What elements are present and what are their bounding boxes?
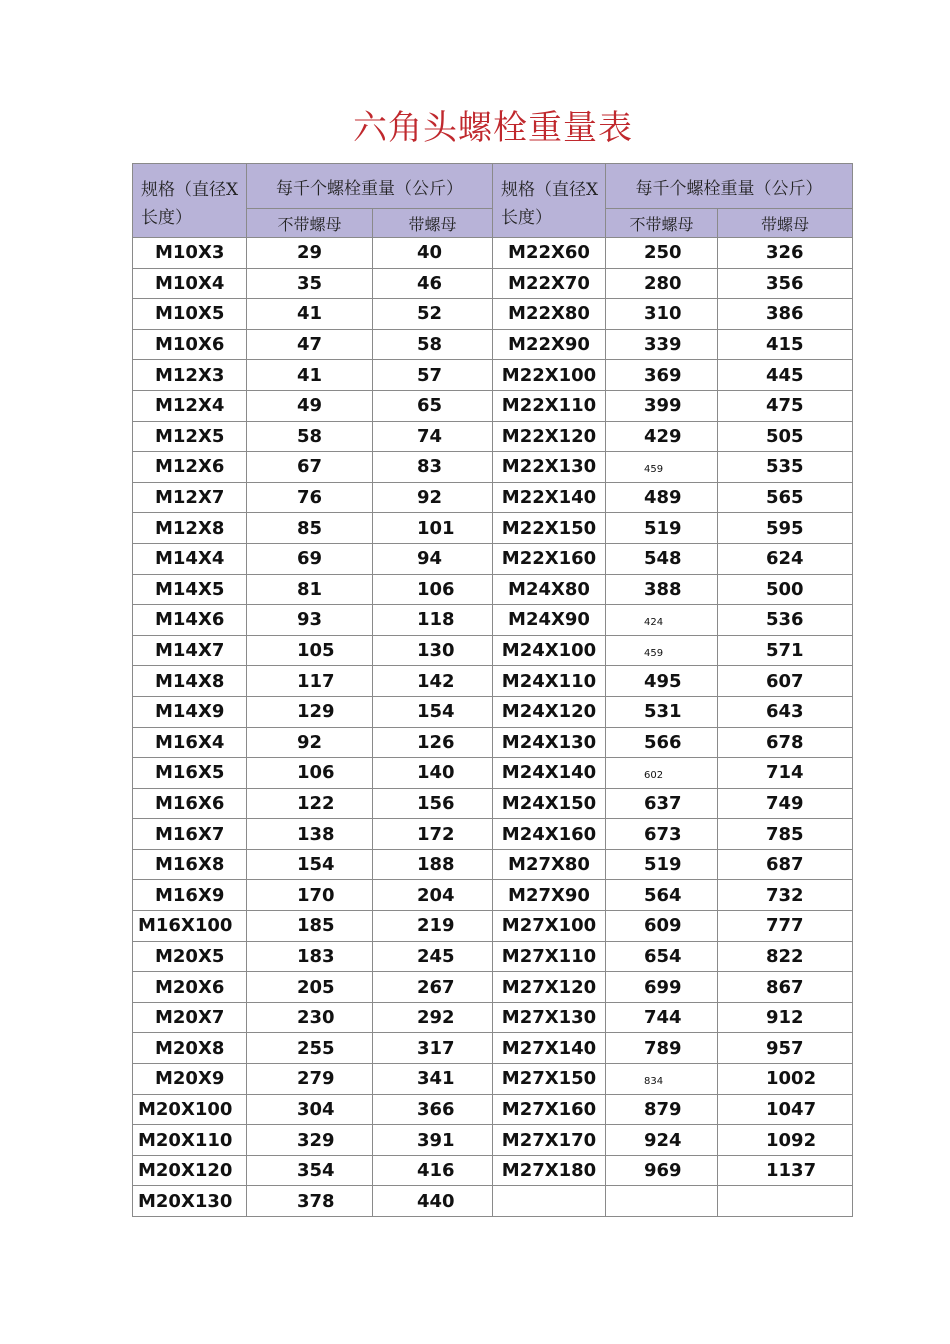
spec-cell: M27X150 [493, 1064, 606, 1095]
no-nut-cell: 41 [247, 360, 373, 391]
with-nut-cell: 643 [718, 696, 853, 727]
spec-cell: M14X9 [133, 696, 247, 727]
no-nut-cell: 789 [606, 1033, 718, 1064]
header-with-nut-right: 带螺母 [718, 209, 853, 238]
spec-cell: M22X150 [493, 513, 606, 544]
with-nut-cell: 118 [373, 605, 493, 636]
no-nut-cell: 495 [606, 666, 718, 697]
no-nut-cell: 564 [606, 880, 718, 911]
table-row [133, 941, 853, 972]
no-nut-cell: 105 [247, 635, 373, 666]
no-nut-cell: 369 [606, 360, 718, 391]
no-nut-cell: 129 [247, 696, 373, 727]
spec-cell: M27X90 [493, 880, 606, 911]
no-nut-cell: 250 [606, 238, 718, 269]
spec-cell: M16X8 [133, 849, 247, 880]
spec-cell: M22X130 [493, 452, 606, 483]
with-nut-cell: 126 [373, 727, 493, 758]
table-row [133, 1033, 853, 1064]
table-row [133, 268, 853, 299]
spec-cell: M16X6 [133, 788, 247, 819]
with-nut-cell: 714 [718, 758, 853, 789]
table-row [133, 390, 853, 421]
with-nut-cell: 500 [718, 574, 853, 605]
spec-cell: M14X7 [133, 635, 247, 666]
spec-cell: M16X9 [133, 880, 247, 911]
no-nut-cell: 489 [606, 482, 718, 513]
spec-cell: M24X160 [493, 819, 606, 850]
no-nut-cell [606, 758, 718, 789]
no-nut-cell: 637 [606, 788, 718, 819]
no-nut-cell: 230 [247, 1002, 373, 1033]
no-nut-cell: 744 [606, 1002, 718, 1033]
with-nut-cell: 57 [373, 360, 493, 391]
with-nut-cell: 219 [373, 911, 493, 942]
spec-cell: M27X130 [493, 1002, 606, 1033]
no-nut-cell: 76 [247, 482, 373, 513]
with-nut-cell: 172 [373, 819, 493, 850]
no-nut-cell: 154 [247, 849, 373, 880]
spec-cell: M14X5 [133, 574, 247, 605]
spec-cell: M24X130 [493, 727, 606, 758]
no-nut-cell: 388 [606, 574, 718, 605]
no-nut-cell: 924 [606, 1125, 718, 1156]
no-nut-cell: 304 [247, 1094, 373, 1125]
with-nut-cell: 777 [718, 911, 853, 942]
no-nut-cell: 69 [247, 543, 373, 574]
with-nut-cell: 445 [718, 360, 853, 391]
header-spec-left: 规格（直径X长度） [133, 164, 247, 238]
no-nut-cell: 138 [247, 819, 373, 850]
spec-cell: M22X100 [493, 360, 606, 391]
spec-cell: M16X5 [133, 758, 247, 789]
table-row [133, 605, 853, 636]
spec-cell: M27X140 [493, 1033, 606, 1064]
spec-cell: M20X100 [133, 1094, 247, 1125]
spec-cell: M20X5 [133, 941, 247, 972]
table-row [133, 513, 853, 544]
table-row [133, 482, 853, 513]
with-nut-cell: 52 [373, 299, 493, 330]
no-nut-cell: 255 [247, 1033, 373, 1064]
no-nut-cell: 566 [606, 727, 718, 758]
no-nut-cell: 969 [606, 1155, 718, 1186]
with-nut-cell: 142 [373, 666, 493, 697]
table-row [133, 1186, 853, 1217]
no-nut-cell: 519 [606, 849, 718, 880]
table-row [133, 849, 853, 880]
no-nut-cell: 609 [606, 911, 718, 942]
with-nut-cell: 535 [718, 452, 853, 483]
table-row [133, 360, 853, 391]
no-nut-cell: 85 [247, 513, 373, 544]
spec-cell: M14X6 [133, 605, 247, 636]
header-spec-right: 规格（直径X长度） [493, 164, 606, 238]
no-nut-cell: 47 [247, 329, 373, 360]
no-nut-cell: 429 [606, 421, 718, 452]
header-no-nut-left: 不带螺母 [247, 209, 373, 238]
no-nut-cell: 106 [247, 758, 373, 789]
spec-cell: M22X140 [493, 482, 606, 513]
no-nut-cell: 378 [247, 1186, 373, 1217]
with-nut-cell: 416 [373, 1155, 493, 1186]
no-nut-cell: 699 [606, 972, 718, 1003]
no-nut-cell: 183 [247, 941, 373, 972]
small-value: 602 [644, 770, 664, 782]
no-nut-cell: 170 [247, 880, 373, 911]
no-nut-cell: 49 [247, 390, 373, 421]
table-row [133, 911, 853, 942]
no-nut-cell [606, 1186, 718, 1217]
spec-cell: M22X90 [493, 329, 606, 360]
table-row [133, 758, 853, 789]
spec-cell: M14X4 [133, 543, 247, 574]
spec-cell: M20X130 [133, 1186, 247, 1217]
spec-cell: M12X8 [133, 513, 247, 544]
spec-cell: M22X110 [493, 390, 606, 421]
with-nut-cell: 1092 [718, 1125, 853, 1156]
no-nut-cell: 673 [606, 819, 718, 850]
with-nut-cell: 624 [718, 543, 853, 574]
no-nut-cell: 279 [247, 1064, 373, 1095]
with-nut-cell: 188 [373, 849, 493, 880]
table-row [133, 238, 853, 269]
spec-cell: M14X8 [133, 666, 247, 697]
with-nut-cell: 101 [373, 513, 493, 544]
no-nut-cell: 310 [606, 299, 718, 330]
bolt-weight-table [132, 163, 853, 1217]
with-nut-cell: 1047 [718, 1094, 853, 1125]
with-nut-cell: 571 [718, 635, 853, 666]
with-nut-cell: 94 [373, 543, 493, 574]
spec-cell: M20X110 [133, 1125, 247, 1156]
spec-cell: M16X7 [133, 819, 247, 850]
no-nut-cell: 531 [606, 696, 718, 727]
with-nut-cell: 1002 [718, 1064, 853, 1095]
with-nut-cell: 867 [718, 972, 853, 1003]
page-title: 六角头螺栓重量表 [353, 108, 633, 148]
spec-cell: M22X160 [493, 543, 606, 574]
table-row [133, 727, 853, 758]
table-row [133, 819, 853, 850]
no-nut-cell: 654 [606, 941, 718, 972]
header-weight-left: 每千个螺栓重量（公斤） [247, 164, 493, 209]
table-row [133, 574, 853, 605]
header-weight-right: 每千个螺栓重量（公斤） [606, 164, 853, 209]
with-nut-cell: 130 [373, 635, 493, 666]
with-nut-cell: 326 [718, 238, 853, 269]
spec-cell: M24X110 [493, 666, 606, 697]
header-no-nut-right: 不带螺母 [606, 209, 718, 238]
small-value: 459 [644, 464, 664, 476]
with-nut-cell: 595 [718, 513, 853, 544]
header-with-nut-left: 带螺母 [373, 209, 493, 238]
table-row [133, 1155, 853, 1186]
with-nut-cell: 40 [373, 238, 493, 269]
spec-cell: M12X5 [133, 421, 247, 452]
with-nut-cell: 415 [718, 329, 853, 360]
with-nut-cell: 356 [718, 268, 853, 299]
spec-cell: M10X6 [133, 329, 247, 360]
with-nut-cell: 140 [373, 758, 493, 789]
spec-cell: M12X7 [133, 482, 247, 513]
no-nut-cell: 58 [247, 421, 373, 452]
table-row [133, 1125, 853, 1156]
with-nut-cell: 822 [718, 941, 853, 972]
no-nut-cell: 92 [247, 727, 373, 758]
no-nut-cell: 41 [247, 299, 373, 330]
with-nut-cell: 267 [373, 972, 493, 1003]
table-row [133, 543, 853, 574]
spec-cell: M20X7 [133, 1002, 247, 1033]
spec-cell: M10X3 [133, 238, 247, 269]
spec-cell: M27X100 [493, 911, 606, 942]
spec-cell: M27X180 [493, 1155, 606, 1186]
table-row [133, 1002, 853, 1033]
table-row [133, 452, 853, 483]
no-nut-cell: 548 [606, 543, 718, 574]
table-row [133, 666, 853, 697]
no-nut-cell [606, 635, 718, 666]
with-nut-cell: 106 [373, 574, 493, 605]
with-nut-cell: 58 [373, 329, 493, 360]
no-nut-cell: 354 [247, 1155, 373, 1186]
with-nut-cell: 156 [373, 788, 493, 819]
no-nut-cell: 339 [606, 329, 718, 360]
with-nut-cell: 957 [718, 1033, 853, 1064]
spec-cell: M27X80 [493, 849, 606, 880]
with-nut-cell: 536 [718, 605, 853, 636]
table-row [133, 1064, 853, 1095]
no-nut-cell [606, 605, 718, 636]
with-nut-cell: 341 [373, 1064, 493, 1095]
no-nut-cell [606, 452, 718, 483]
with-nut-cell: 92 [373, 482, 493, 513]
with-nut-cell: 366 [373, 1094, 493, 1125]
spec-cell: M22X70 [493, 268, 606, 299]
spec-cell: M27X170 [493, 1125, 606, 1156]
spec-cell: M27X120 [493, 972, 606, 1003]
spec-cell: M24X140 [493, 758, 606, 789]
no-nut-cell: 81 [247, 574, 373, 605]
table-row [133, 329, 853, 360]
with-nut-cell: 46 [373, 268, 493, 299]
with-nut-cell: 154 [373, 696, 493, 727]
table-body [133, 238, 853, 1217]
no-nut-cell: 185 [247, 911, 373, 942]
with-nut-cell: 505 [718, 421, 853, 452]
no-nut-cell: 399 [606, 390, 718, 421]
spec-cell: M16X100 [133, 911, 247, 942]
with-nut-cell: 912 [718, 1002, 853, 1033]
spec-cell: M20X8 [133, 1033, 247, 1064]
spec-cell: M10X4 [133, 268, 247, 299]
table-row [133, 788, 853, 819]
with-nut-cell: 440 [373, 1186, 493, 1217]
no-nut-cell: 29 [247, 238, 373, 269]
with-nut-cell: 1137 [718, 1155, 853, 1186]
no-nut-cell: 879 [606, 1094, 718, 1125]
small-value: 459 [644, 648, 664, 660]
spec-cell [493, 1186, 606, 1217]
spec-cell: M24X120 [493, 696, 606, 727]
small-value: 424 [644, 617, 664, 629]
no-nut-cell: 519 [606, 513, 718, 544]
with-nut-cell: 391 [373, 1125, 493, 1156]
spec-cell: M27X110 [493, 941, 606, 972]
no-nut-cell: 67 [247, 452, 373, 483]
with-nut-cell: 292 [373, 1002, 493, 1033]
no-nut-cell: 280 [606, 268, 718, 299]
no-nut-cell: 122 [247, 788, 373, 819]
no-nut-cell: 93 [247, 605, 373, 636]
table-row [133, 880, 853, 911]
table-row [133, 972, 853, 1003]
with-nut-cell: 475 [718, 390, 853, 421]
spec-cell: M10X5 [133, 299, 247, 330]
spec-cell: M27X160 [493, 1094, 606, 1125]
with-nut-cell: 204 [373, 880, 493, 911]
with-nut-cell: 65 [373, 390, 493, 421]
spec-cell: M12X6 [133, 452, 247, 483]
with-nut-cell [718, 1186, 853, 1217]
spec-cell: M22X60 [493, 238, 606, 269]
spec-cell: M22X80 [493, 299, 606, 330]
with-nut-cell: 74 [373, 421, 493, 452]
small-value: 834 [644, 1076, 664, 1088]
no-nut-cell: 117 [247, 666, 373, 697]
with-nut-cell: 245 [373, 941, 493, 972]
spec-cell: M12X4 [133, 390, 247, 421]
spec-cell: M24X80 [493, 574, 606, 605]
spec-cell: M24X150 [493, 788, 606, 819]
with-nut-cell: 565 [718, 482, 853, 513]
with-nut-cell: 317 [373, 1033, 493, 1064]
spec-cell: M16X4 [133, 727, 247, 758]
no-nut-cell: 329 [247, 1125, 373, 1156]
spec-cell: M24X90 [493, 605, 606, 636]
table-row [133, 696, 853, 727]
no-nut-cell [606, 1064, 718, 1095]
spec-cell: M22X120 [493, 421, 606, 452]
spec-cell: M20X9 [133, 1064, 247, 1095]
with-nut-cell: 732 [718, 880, 853, 911]
table-row [133, 299, 853, 330]
spec-cell: M20X6 [133, 972, 247, 1003]
spec-cell: M12X3 [133, 360, 247, 391]
no-nut-cell: 35 [247, 268, 373, 299]
with-nut-cell: 687 [718, 849, 853, 880]
with-nut-cell: 83 [373, 452, 493, 483]
table-row [133, 635, 853, 666]
with-nut-cell: 785 [718, 819, 853, 850]
with-nut-cell: 386 [718, 299, 853, 330]
with-nut-cell: 678 [718, 727, 853, 758]
spec-cell: M20X120 [133, 1155, 247, 1186]
spec-cell: M24X100 [493, 635, 606, 666]
table-row [133, 1094, 853, 1125]
no-nut-cell: 205 [247, 972, 373, 1003]
table-row [133, 421, 853, 452]
with-nut-cell: 749 [718, 788, 853, 819]
with-nut-cell: 607 [718, 666, 853, 697]
